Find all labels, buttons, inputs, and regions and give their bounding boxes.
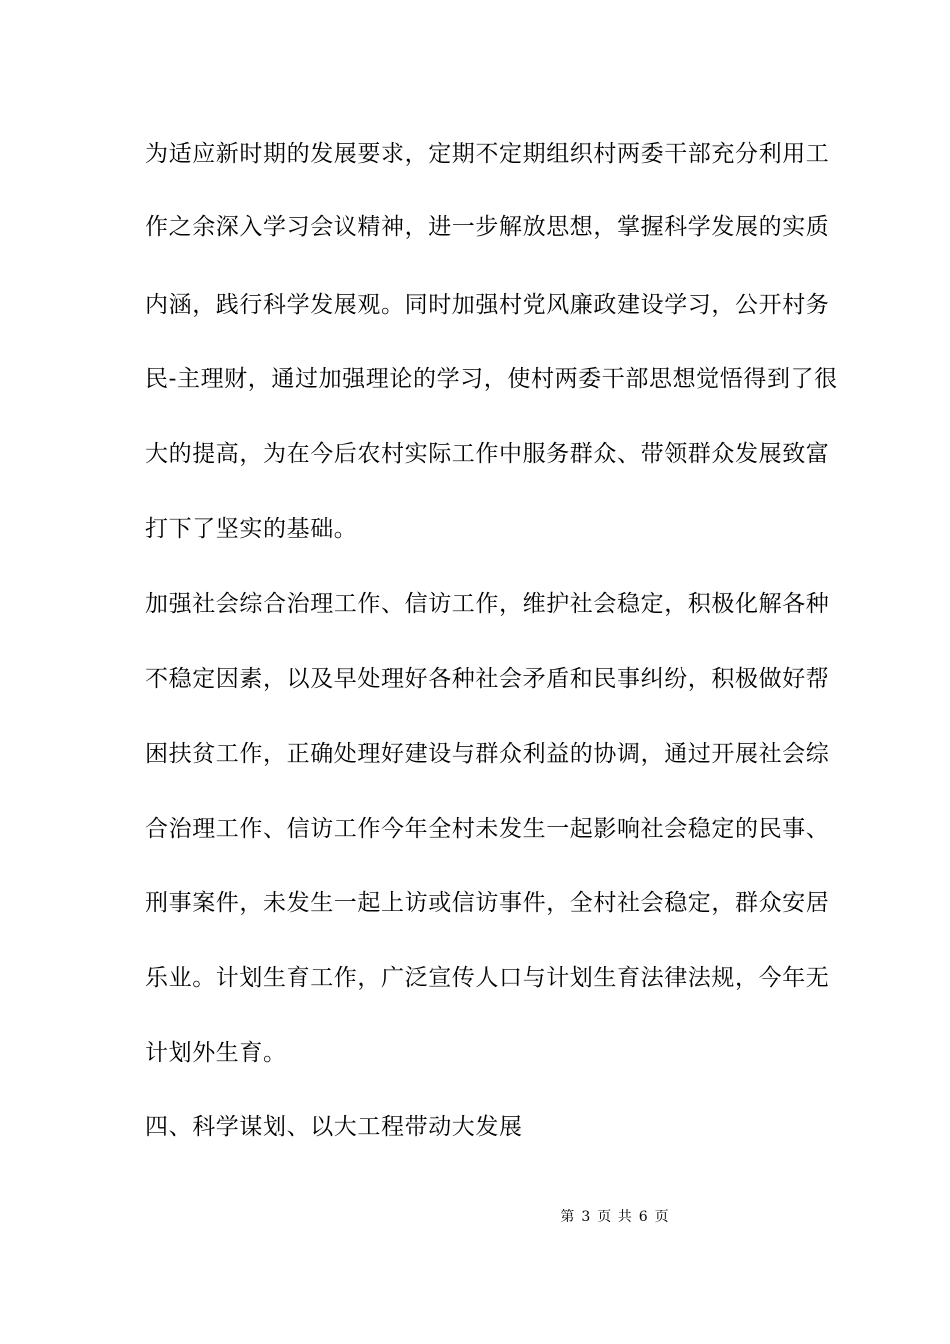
page-number-footer bbox=[0, 1208, 950, 1226]
body-text-line: 计划外生育。 bbox=[145, 1040, 287, 1066]
body-text-line: 乐业。计划生育工作，广泛宣传人口与计划生育法律法规，今年无 bbox=[145, 965, 830, 991]
footer-total-pages: 6 bbox=[638, 1209, 649, 1225]
body-text-line: 打下了坚实的基础。 bbox=[145, 516, 358, 542]
footer-current-page: 3 bbox=[581, 1209, 592, 1225]
footer-suffix: 页 bbox=[654, 1209, 670, 1225]
footer-middle: 页 共 bbox=[597, 1209, 633, 1225]
footer-prefix: 第 bbox=[560, 1209, 576, 1225]
body-text-line: 作之余深入学习会议精神，进一步解放思想，掌握科学发展的实质 bbox=[145, 214, 830, 240]
section-heading: 四、科学谋划、以大工程带动大发展 bbox=[145, 1114, 523, 1140]
body-text-line: 刑事案件，未发生一起上访或信访事件，全村社会稳定，群众安居 bbox=[145, 890, 830, 916]
body-text-line: 合治理工作、信访工作今年全村未发生一起影响社会稳定的民事、 bbox=[145, 816, 830, 842]
body-text-line: 民-主理财，通过加强理论的学习，使村两委干部思想觉悟得到了很 bbox=[145, 366, 838, 392]
body-text-line: 不稳定因素，以及早处理好各种社会矛盾和民事纠纷，积极做好帮 bbox=[145, 666, 830, 692]
body-text-line: 加强社会综合治理工作、信访工作，维护社会稳定，积极化解各种 bbox=[145, 591, 830, 617]
body-text-line: 内涵，践行科学发展观。同时加强村党风廉政建设学习，公开村务 bbox=[145, 292, 830, 318]
body-text-line: 困扶贫工作，正确处理好建设与群众利益的协调，通过开展社会综 bbox=[145, 741, 830, 767]
body-text-line: 为适应新时期的发展要求，定期不定期组织村两委干部充分利用工 bbox=[145, 141, 830, 167]
body-text-line: 大的提高，为在今后农村实际工作中服务群众、带领群众发展致富 bbox=[145, 441, 830, 467]
